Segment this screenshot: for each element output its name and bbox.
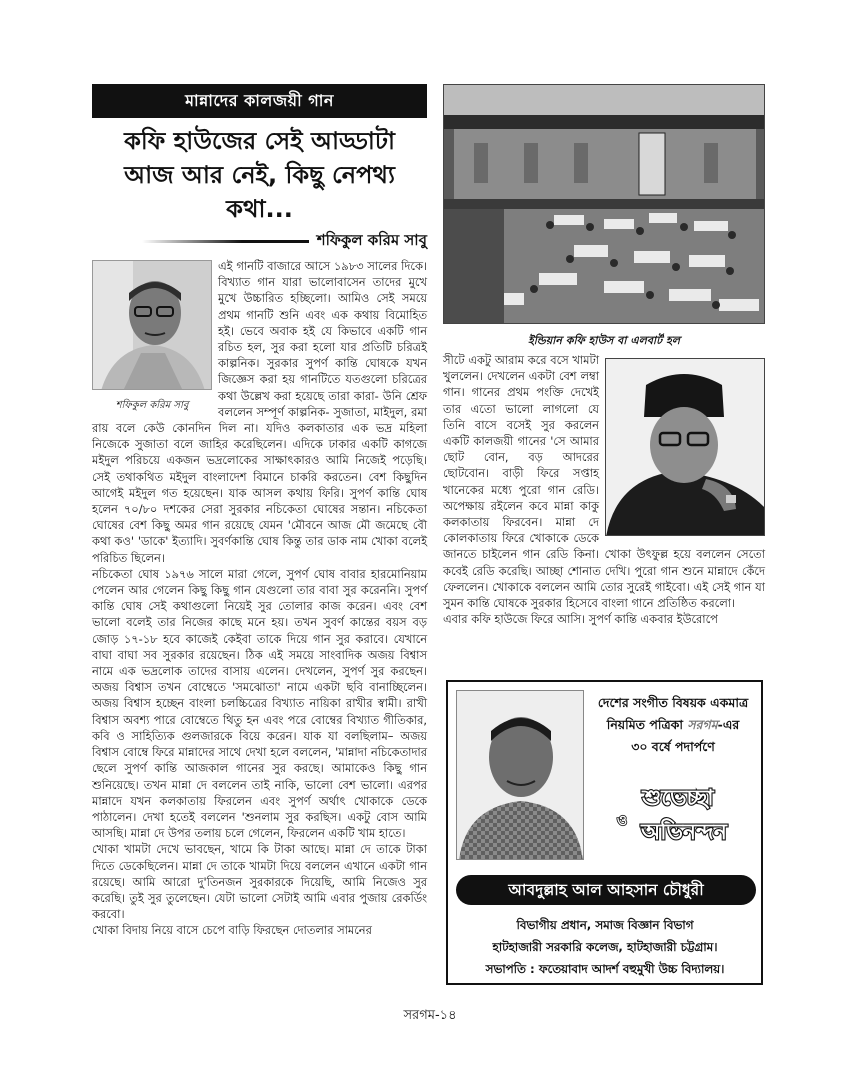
greeting-calligraphy-art (598, 777, 758, 849)
right-paragraph-2: এবার কফি হাউজে ফিরে আসি। সুপর্ণ কান্তি একবার ইউরোপে (443, 612, 718, 627)
ad-tagline (588, 692, 758, 758)
author-portrait-icon (93, 261, 212, 390)
headline-line-1: কফি হাউজের সেই আড্ডাটা (124, 127, 395, 155)
magazine-brand-name: সরগম (687, 717, 718, 732)
manna-dey-portrait-icon (606, 359, 765, 536)
author-caption: শফিকুল করিম সাবু (115, 400, 189, 411)
author-figure (92, 260, 212, 412)
byline-row (92, 230, 427, 252)
advertiser-role-1: বিভাগীয় প্রধান, সমাজ বিজ্ঞান বিভাগ (516, 918, 694, 932)
photo-caption: ইন্ডিয়ান কফি হাউস বা এলবার্ট হল (528, 334, 680, 347)
advertiser-role-3: সভাপতি : ফতেয়াবাদ আদর্শ বহুমুখী উচ্চ বিদ্যালয়। (485, 962, 725, 976)
byline-rule (142, 240, 309, 243)
byline: শফিকুল করিম সাবু (316, 230, 427, 249)
section-banner: মান্নাদের কালজয়ী গান (92, 84, 427, 118)
greeting-top-text: শুভেচ্ছা (642, 786, 714, 811)
ad-line-1: দেশের সংগীত বিষয়ক একমাত্র (597, 695, 749, 710)
headline-line-2: আজ আর নেই, কিছু নেপথ্য কথা... (124, 161, 395, 223)
article-body (92, 258, 427, 939)
article-paragraph-1: এই গানটি বাজারে আসে ১৯৮৩ সালের দিকে। বিখ্যাত গান যারা ভালোবাসেন তাদের মুখে মুখে উচ্চারিত হচ্ছিলো। আমিও সেই সময়ে প্রথম গানটি শুনি এবং এক কথায় বিমোহিত হই। ভেবে অবাক হই যে কিভাবে একটি গান রচিত হল, সুর করা হলো যার প্রতিটি চরিত্রই কাল্পনিক। সুরকার সুপর্ণ কান্তি ঘোষকে যখন জিজ্ঞেস করা হয় গানটিতে যতগুলো চরিত্রের কথা উল্লেখ করা হয়েছে তারা কারা- উনি শ্রেফ বললেন সম্পূর্ণ কাল্পনিক- সুজাতা, মাইদুল, রমা রায় বলে কেউ কোনদিন দিল না। যদিও কলকাতার এক ভদ্র মহিলা নিজেকে সুজাতা বলে জাহির করেছিলেন। এদিকে ঢাকার একটি কাগজে মইদুল পরিচয়ে একজন ভদ্রলোকের সাক্ষাৎকারও আমি নিজেই পড়েছি। সেই তথাকথিত মইদুল বাংলাদেশ বিমানে চাকরি করতেন। বেশ কিছুদিন আগেই মইদুল গত হয়েছেন। যাক আসল কথায় ফিরি। সুপর্ণ কান্তি ঘোষ হলেন ৭০/৮০ দশকের সেরা সুরকার নচিকেতা ঘোষের সন্তান। নচিকেতা ঘোষের বেশ কিছু অমর গান রয়েছে যেমন 'মৌবনে আজ মৌ জমেছে বৌ কথা কও' 'ডাকে' ইত্যাদি। সুবর্ণকান্তি ঘোষ কিন্তু তার ডাক নাম খোকা বলেই পরিচিত ছিলেন। (92, 259, 427, 565)
article-paragraph-3: খোকা খামটা দেখে ভাবছেন, খামে কি টাকা আছে। মান্না দে তাকে টাকা দিতে ডেকেছিলেন। মান্না দে তাকে খামটা দিয়ে বললেন এখানে একটা গান রয়েছে। আমি আরো দু'তিনজন সুরকারকে দিয়েছি, আমি নিজেও সুর করেছি। তুই সুর তুলেছেন। যেটা ভালো সেটাই আমি এবার পুজায় রেকর্ডিং করবো। (92, 842, 427, 922)
coffee-house-interior-icon (444, 85, 765, 324)
author-photo (92, 260, 212, 390)
advertiser-portrait-icon (457, 691, 584, 860)
right-body (443, 352, 765, 627)
ad-line-2-prefix: নিয়মিত পত্রিকা (606, 717, 688, 732)
article-paragraph-2: নচিকেতা ঘোষ ১৯৭৬ সালে মারা গেলে, সুপর্ণ ঘোষ বাবার হারমোনিয়াম পেলেন আর গেলেন কিছু কিছু গান যেগুলো তার বাবা সুর করেননি। সুপর্ণ কান্তি ঘোষ সেই কথাগুলো নিয়েই সুর তোলার কাজ করেন। এবং বেশ ভালো বলেই তার নিজের কাছে মনে হয়। তখন সুবর্ণ কান্তের বয়স বড় জোড় ১৭-১৮ হবে কাজেই কেইবা তাকে দিয়ে গান সুর করাবে। যেখানে বাঘা বাঘা সব সুরকার রয়েছেন। ঠিক এই সময়ে সাংবাদিক অজয় বিশ্বাস নামে এক ভদ্রলোক তাদের বাসায় এলেন। দেখলেন, সুপর্ণ সুর করছেন। অজয় বিশ্বাস তখন বোম্বেতে 'সমঝোতা' নামে একটা ছবি বানাচ্ছিলেন। অজয় বিশ্বাস হচ্ছেন বাংলা চলচ্চিত্রের বিখ্যাত নায়িকা রাখীর স্বামী। রাখী বিশ্বাস অবশ্য পারে বোম্বেতে থিতু হন এবং পরে বোম্বের বিখ্যাত গীতিকার, কবি ও সাহিত্যিক গুলজারকে বিয়ে করেন। যাক যা বলছিলাম– অজয় বিশ্বাস বোম্বে ফিরে মান্নাদের সাথে দেখা হলে বললেন, 'মান্নাদা নচিকেতাদার ছেলে সুপর্ণ কান্তি আজকাল গানের সুর করছে। আমাকেও কিছু গান শুনিয়েছে। তখন মান্না দে বললেন তাই নাকি, ভালো বেশ ভালো। এরপর মান্নাদে যখন কলকাতায় ফিরলেন এবং সুপর্ণ অর্থাৎ খোকাকে ডেকে পাঠালেন। দেখা হতেই বললেন 'শুনলাম সুর করছিস। একটু বোস আমি আসছি। মান্না দে উপর তলায় চলে গেলেন, ফিরলেন একটি খাম হাতে। (92, 566, 427, 841)
greeting-mid-text: ও (616, 813, 628, 829)
right-column (443, 84, 765, 627)
right-paragraph-1: সীটে একটু আরাম করে বসে খামটা খুললেন। দেখলেন একটা বেশ লম্বা গান। গানের প্রথম পংক্তি দেখেই তার এতো ভালো লাগলো যে তিনি বাসে বসেই সুর করলেন একটি কালজয়ী গানের 'সে আমার ছোট বোন, বড় আদরের ছোটবোন। বাড়ী ফিরে সপ্তাহ খানেকের মধ্যে পুরো গান রেডি। অপেক্ষায় রইলেন কবে মান্না কাকু কলকাতায় ফিরবেন। মান্না দে কোলকাতায় ফিরে খোকাকে ডেকে জানতে চাইলেন গান রেডি কিনা। খোকা উৎফুল্ল হয়ে বললেন সেতো কবেই রেডি করেছি। আচ্ছা শোনাত দেখি। পুরো গান শুনে মান্নাদে কেঁদে ফেললেন। খোকাকে বললেন আমি তোর সুরেই গাইবো। এই সেই গান যা সুমন কান্তি ঘোষকে সুরকার হিসেবে বাংলা গানে প্রতিষ্ঠিত করলো। (443, 353, 765, 611)
page-footer: সরগম-১৪ (403, 1008, 457, 1023)
manna-dey-photo (605, 358, 765, 536)
ad-line-2 (588, 714, 758, 736)
greeting-calligraphy (598, 777, 758, 849)
advertiser-name: আবদুল্লাহ আল আহসান চৌধুরী (456, 875, 756, 905)
article-column (92, 84, 427, 939)
advertiser-role-2: হাটহাজারী সরকারি কলেজ, হাটহাজারী চট্টগ্রাম। (492, 940, 718, 954)
ad-line-2-suffix: -এর (717, 717, 740, 732)
advertiser-photo (456, 690, 584, 860)
greeting-bottom-text: অভিনন্দন (641, 820, 727, 845)
article-paragraph-4: খোকা বিদায় নিয়ে বাসে চেপে বাড়ি ফিরছেন দোতলার সামনের (92, 923, 372, 938)
greeting-advertisement (446, 680, 763, 985)
headline (92, 124, 427, 226)
advertiser-details (452, 914, 758, 980)
ad-line-3: ৩০ বর্ষে পদার্পণে (631, 739, 715, 754)
coffee-house-photo (443, 84, 765, 324)
